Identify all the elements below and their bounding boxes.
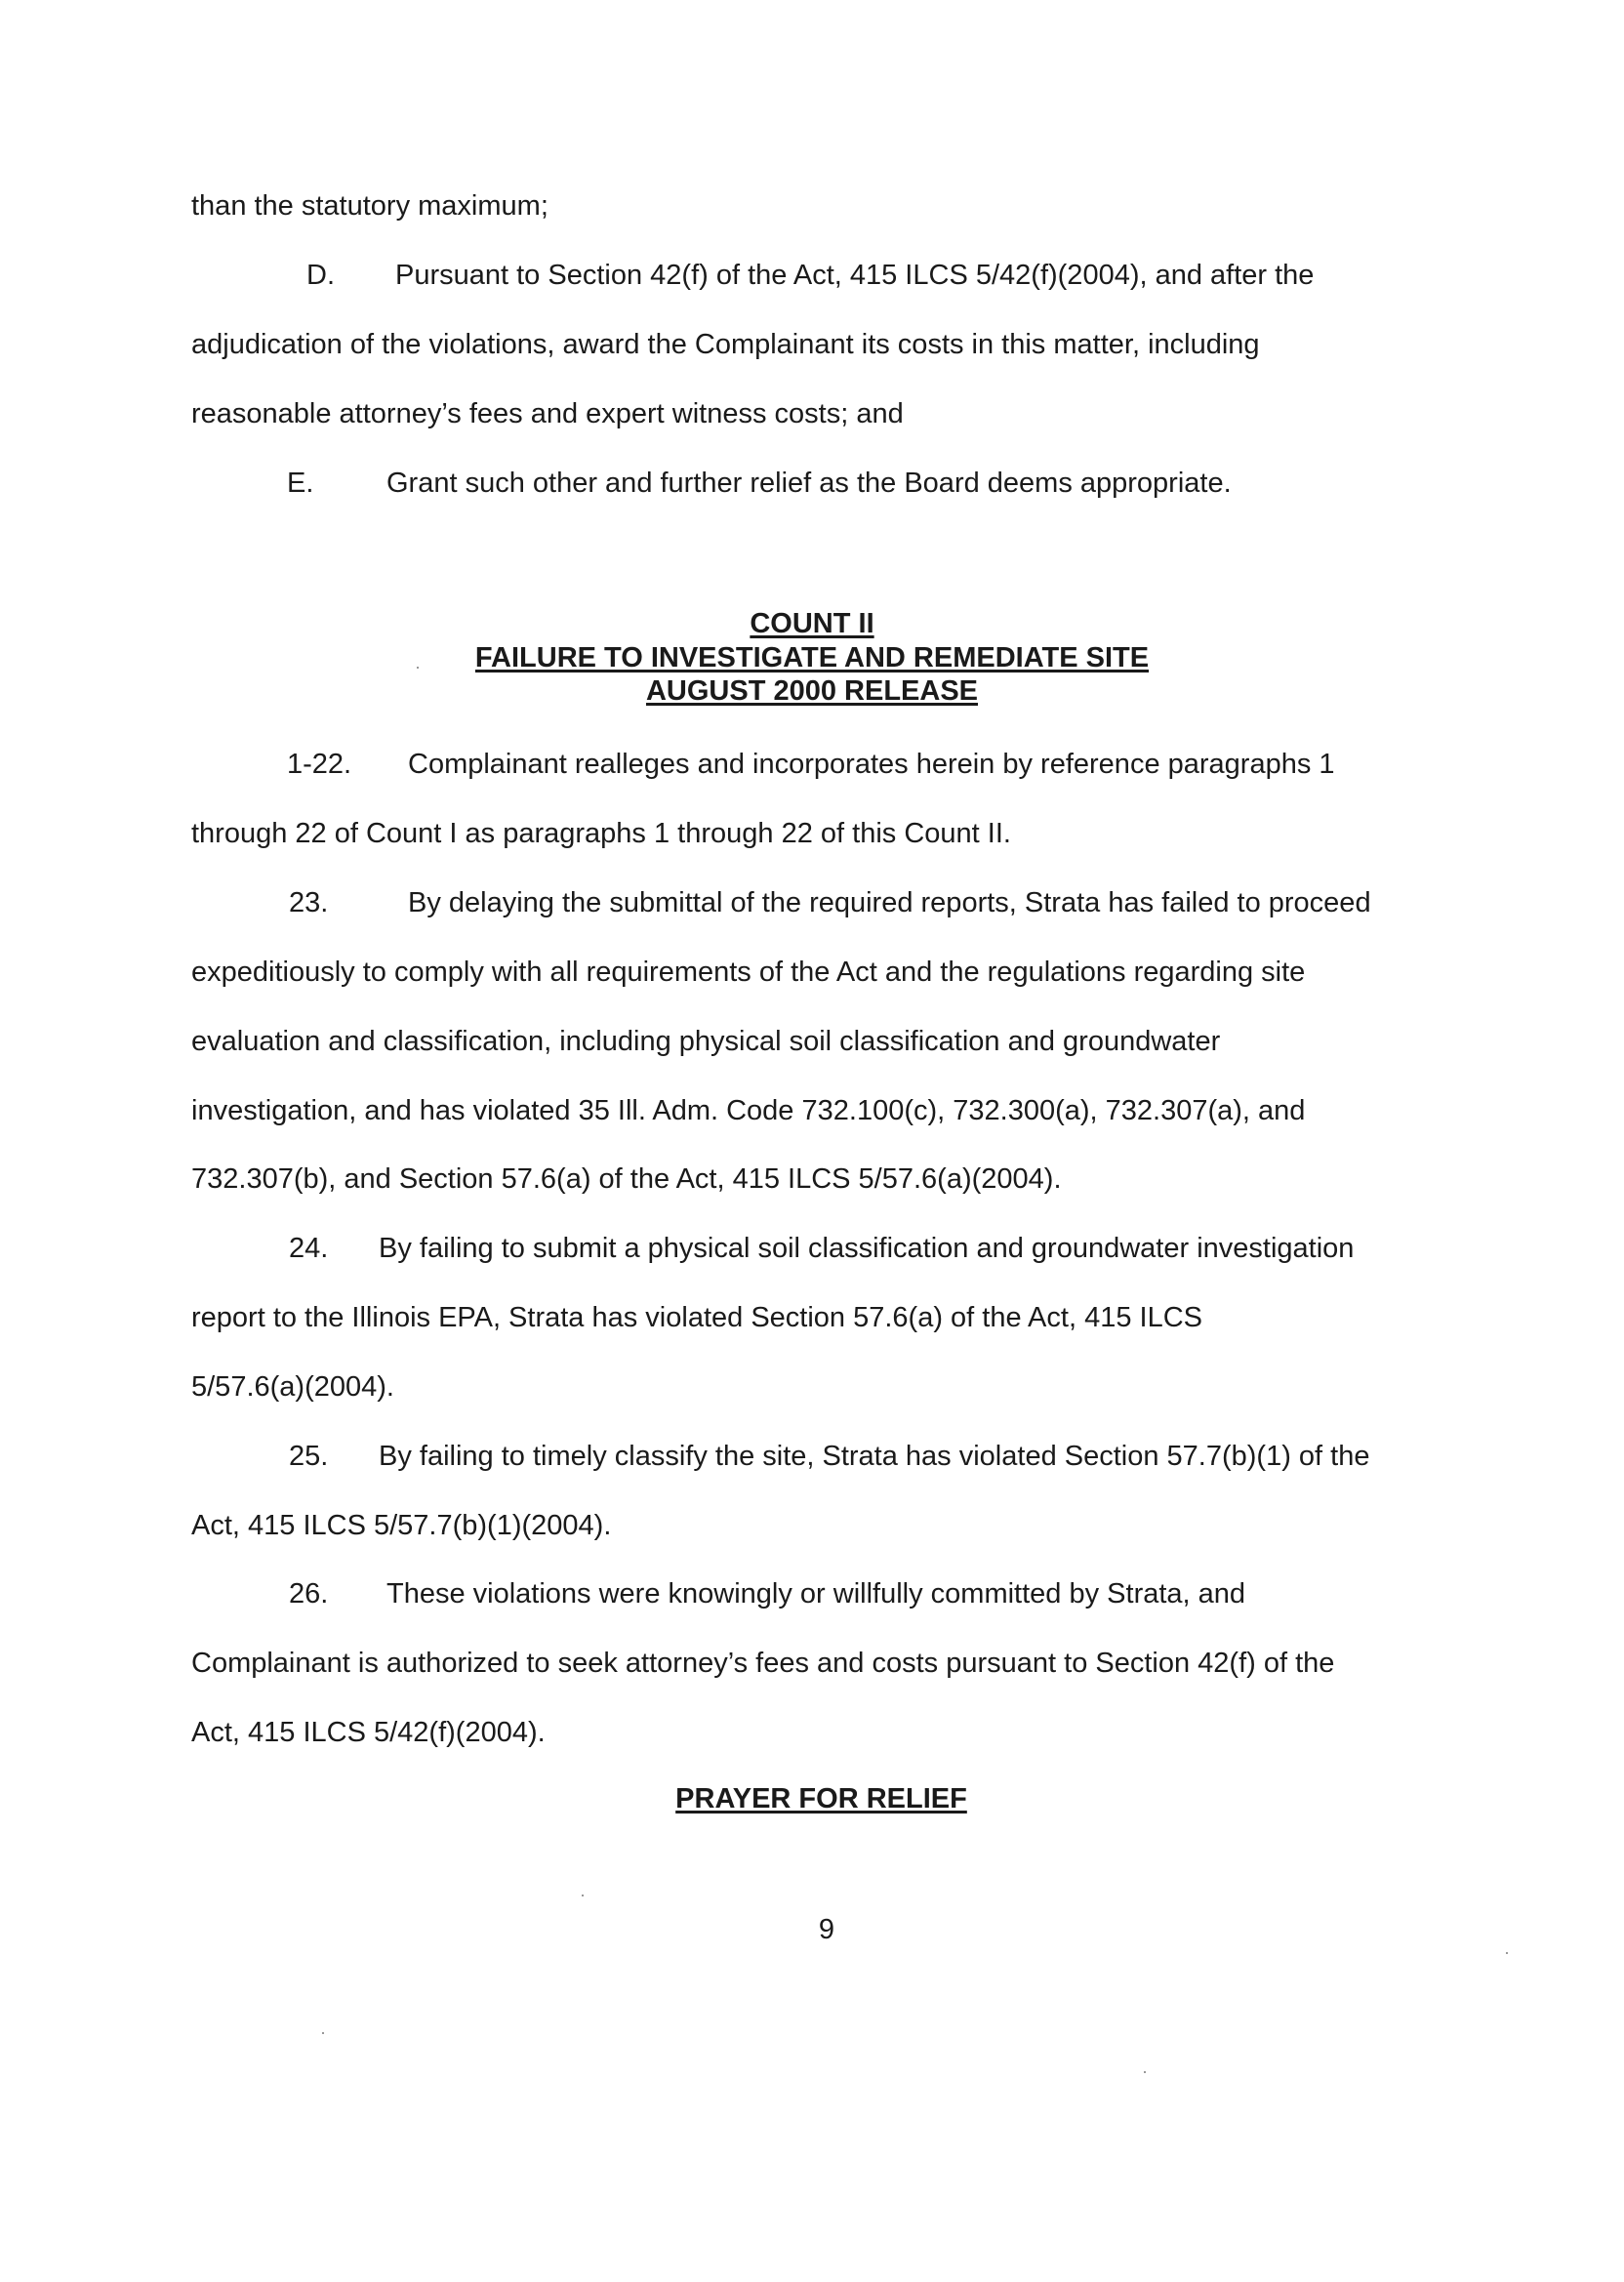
scan-speck	[322, 2032, 324, 2034]
scan-speck	[417, 667, 419, 669]
paragraph-23-line-4: investigation, and has violated 35 Ill. Adm. Code 732.100(c), 732.300(a), 732.307(a), and	[191, 1095, 1306, 1126]
paragraph-26-line-3: Act, 415 ILCS 5/42(f)(2004).	[191, 1717, 546, 1748]
paragraph-23-label: 23.	[289, 887, 329, 918]
paragraph-23-line-1: By delaying the submittal of the required reports, Strata has failed to proceed	[408, 887, 1371, 918]
paragraph-26-label: 26.	[289, 1578, 329, 1610]
paragraph-23-line-2: expeditiously to comply with all requirements of the Act and the regulations regarding site	[191, 957, 1306, 988]
paragraph-d-line-3: reasonable attorney’s fees and expert witness costs; and	[191, 398, 904, 429]
paragraph-25-line-1: By failing to timely classify the site, Strata has violated Section 57.7(b)(1) of the	[379, 1441, 1370, 1472]
paragraph-24-line-2: report to the Illinois EPA, Strata has violated Section 57.6(a) of the Act, 415 ILCS	[191, 1302, 1202, 1333]
paragraph-e-label: E.	[287, 468, 314, 499]
paragraph-d-label: D.	[306, 260, 335, 291]
paragraph-25-label: 25.	[289, 1441, 329, 1472]
paragraph-25-line-2: Act, 415 ILCS 5/57.7(b)(1)(2004).	[191, 1510, 612, 1541]
paragraph-d-line-2: adjudication of the violations, award the Complainant its costs in this matter, including	[191, 329, 1260, 360]
paragraph-23-line-3: evaluation and classification, including physical soil classification and groundwater	[191, 1026, 1221, 1057]
paragraph-26-line-2: Complainant is authorized to seek attorney’s fees and costs pursuant to Section 42(f) of the	[191, 1648, 1335, 1679]
paragraph-e-line-1: Grant such other and further relief as the Board deems appropriate.	[386, 468, 1232, 499]
paragraph-1-22-line-2: through 22 of Count I as paragraphs 1 through 22 of this Count II.	[191, 818, 1011, 849]
paragraph-23-line-5: 732.307(b), and Section 57.6(a) of the Act, 415 ILCS 5/57.6(a)(2004).	[191, 1163, 1062, 1195]
scan-speck	[1144, 2071, 1146, 2073]
page-number: 9	[818, 1914, 835, 1945]
paragraph-c-tail: than the statutory maximum;	[191, 190, 548, 222]
scan-speck	[582, 1895, 584, 1896]
scan-speck	[1506, 1952, 1508, 1954]
paragraph-1-22-label: 1-22.	[287, 749, 352, 780]
paragraph-1-22-line-1: Complainant realleges and incorporates herein by reference paragraphs 1	[408, 749, 1335, 780]
paragraph-24-line-1: By failing to submit a physical soil classification and groundwater investigation	[379, 1233, 1355, 1264]
prayer-for-relief-heading: PRAYER FOR RELIEF	[675, 1783, 967, 1814]
paragraph-26-line-1: These violations were knowingly or willfully committed by Strata, and	[386, 1578, 1246, 1610]
paragraph-24-line-3: 5/57.6(a)(2004).	[191, 1371, 394, 1403]
count-heading-line-1: COUNT II	[750, 608, 874, 639]
paragraph-d-line-1: Pursuant to Section 42(f) of the Act, 415 ILCS 5/42(f)(2004), and after the	[395, 260, 1315, 291]
count-heading-line-3: AUGUST 2000 RELEASE	[645, 675, 979, 707]
count-heading-line-2: FAILURE TO INVESTIGATE AND REMEDIATE SITE	[474, 642, 1150, 673]
paragraph-24-label: 24.	[289, 1233, 329, 1264]
